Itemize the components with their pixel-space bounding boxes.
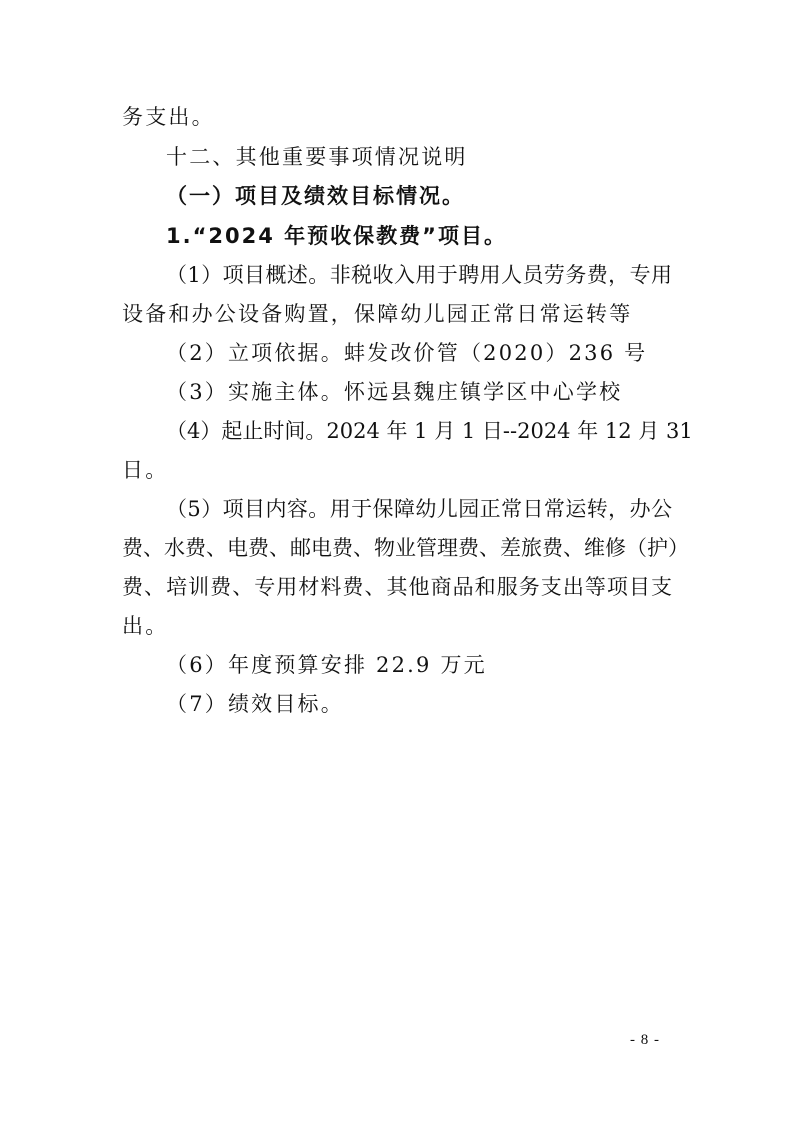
item-overview-cont: 设备和办公设备购置，保障幼儿园正常日常运转等 — [122, 302, 633, 326]
item-entity: （3）实施主体。怀远县魏庄镇学区中心学校 — [166, 380, 623, 404]
item-overview: （1）项目概述。非税收入用于聘用人员劳务费，专用 — [166, 263, 672, 287]
project-heading: 1.“2024 年预收保教费”项目。 — [166, 224, 507, 248]
item-content: （5）项目内容。用于保障幼儿园正常日常运转，办公 — [166, 497, 672, 521]
item-period-cont: 日。 — [122, 458, 169, 482]
item-budget: （6）年度预算安排 22.9 万元 — [166, 653, 487, 677]
item-content-cont-3: 出。 — [122, 614, 169, 638]
item-content-cont-2: 费、培训费、专用材料费、其他商品和服务支出等项目支 — [122, 575, 672, 599]
page-number: - 8 - — [630, 1032, 660, 1048]
item-performance-goal: （7）绩效目标。 — [166, 692, 344, 716]
subsection-heading: （一）项目及绩效目标情况。 — [166, 184, 465, 208]
item-content-cont-1: 费、水费、电费、邮电费、物业管理费、差旅费、维修（护） — [122, 536, 689, 560]
item-basis: （2）立项依据。蚌发改价管（2020）236 号 — [166, 341, 648, 365]
item-period: （4）起止时间。2024 年 1 月 1 日--2024 年 12 月 31 — [166, 419, 693, 443]
section-heading-12: 十二、其他重要事项情况说明 — [166, 145, 468, 169]
text-line-continuation: 务支出。 — [122, 105, 215, 129]
